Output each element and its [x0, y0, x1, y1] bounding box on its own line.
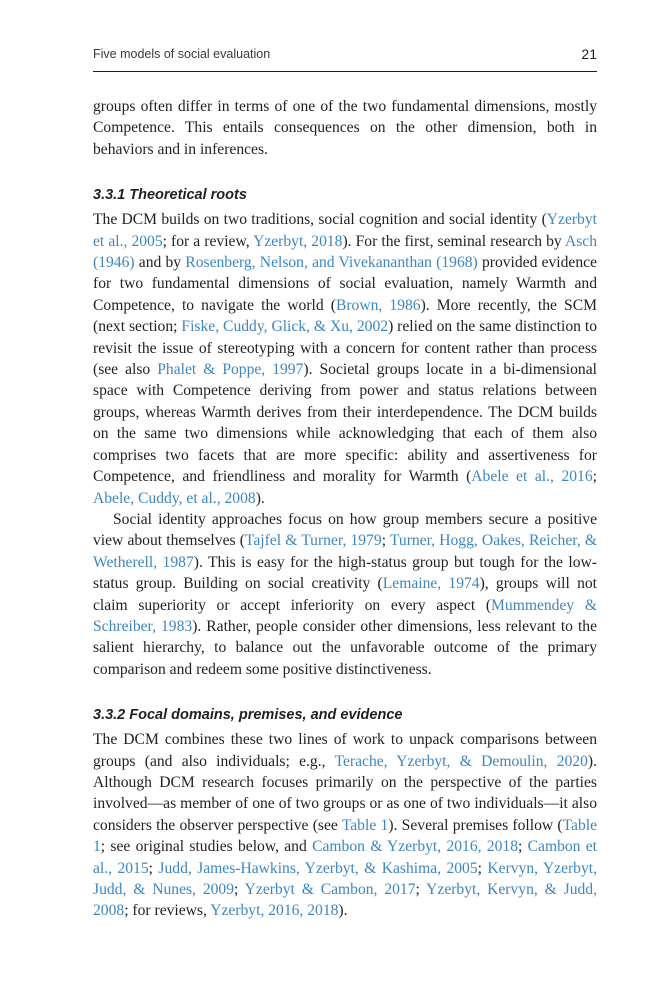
citation-link[interactable]: Rosenberg, Nelson, and Vivekananthan (1968): [185, 254, 478, 272]
paragraph-text: ;: [381, 532, 390, 550]
paragraph-text: ;: [477, 859, 488, 877]
paragraph-text: The DCM combines these two lines of work to unpack comparisons between groups (and also individuals; e.g.,: [93, 731, 597, 770]
running-head: [93, 47, 597, 67]
section-heading-theoretical-roots: 3.3.1 Theoretical roots: [93, 187, 247, 204]
citation-link[interactable]: Abele, Cuddy, et al., 2008: [93, 489, 256, 507]
citation-link[interactable]: Yzerbyt, 2016, 2018: [210, 902, 339, 920]
paragraph-focal-domains-1: [93, 729, 597, 922]
citation-link[interactable]: Yzerbyt, 2018: [253, 232, 343, 250]
paragraph-text: groups often differ in terms of one of the two fundamental dimensions, mostly Competence. This entails consequences on the other dimension, both in behaviors and in inferences.: [93, 98, 597, 158]
paragraph-theoretical-roots-2: [93, 509, 597, 680]
citation-link[interactable]: Asch (1946): [93, 232, 597, 272]
citation-link[interactable]: Fiske, Cuddy, Glick, & Xu, 2002: [181, 318, 389, 336]
paragraph-text: ). Several premises follow (: [388, 816, 563, 834]
citation-link[interactable]: Yzerbyt, Kervyn, & Judd, 2008: [93, 881, 598, 920]
citation-link[interactable]: Judd, James-Hawkins, Yzerbyt, & Kashima, 2005: [158, 859, 478, 877]
header-rule: [93, 71, 597, 72]
citation-link[interactable]: Terache, Yzerbyt, & Demoulin, 2020: [334, 752, 588, 770]
citation-link[interactable]: Mummendey & Schreiber, 1983: [93, 596, 597, 635]
citation-link[interactable]: Table 1: [93, 816, 598, 856]
paragraph-text: ). Societal groups locate in a bi-dimensional space with Competence deriving from power and status relations between groups, whereas Warmth derives from their interdependence. The DCM builds on the same two dimensions while acknowledging that each of them also comprises two facets that are more specific: ability and assertiveness for Competence, and friendliness and morality for Warmth (: [93, 361, 597, 486]
paragraph-text: Social identity approaches focus on how group members secure a positive view about themselves (: [93, 510, 597, 550]
section-heading-focal-domains: 3.3.2 Focal domains, premises, and evidence: [93, 707, 403, 724]
paragraph-text: ).: [255, 489, 265, 507]
paragraph-text: ), groups will not claim superiority or accept inferiority on every aspect (: [93, 575, 597, 614]
running-title: Five models of social evaluation: [93, 47, 271, 61]
citation-link[interactable]: Table 1: [341, 816, 389, 834]
paragraph-text: ).: [338, 902, 348, 920]
paragraph-text: ; for reviews,: [124, 902, 211, 920]
paragraph-text: and by: [134, 254, 186, 272]
citation-link[interactable]: Phalet & Poppe, 1997: [157, 361, 304, 379]
paragraph-text: ; see original studies below, and: [100, 838, 313, 856]
citation-link[interactable]: Brown, 1986: [335, 296, 421, 314]
citation-link[interactable]: Cambon & Yzerbyt, 2016, 2018: [312, 838, 518, 856]
paragraph-text: ; for a review,: [162, 232, 254, 250]
paragraph-text: ;: [415, 881, 427, 898]
paragraph-text: ) relied on the same distinction to revisit the issue of stereotyping with a concern for content rather than process (see also: [93, 318, 597, 379]
paragraph-text: ;: [518, 838, 528, 856]
paragraph-text: The DCM builds on two traditions, social cognition and social identity (: [93, 211, 547, 229]
paragraph-text: ;: [148, 859, 159, 877]
paragraph-text: ;: [592, 468, 597, 486]
citation-link[interactable]: Yzerbyt & Cambon, 2017: [244, 881, 416, 898]
citation-link[interactable]: Turner, Hogg, Oakes, Reicher, & Wetherell, 1987: [93, 532, 597, 571]
citation-link[interactable]: Tajfel & Turner, 1979: [244, 532, 382, 550]
citation-link[interactable]: Yzerbyt et al., 2005: [93, 211, 597, 250]
citation-link[interactable]: Abele et al., 2016: [471, 468, 593, 486]
paragraph-theoretical-roots-1: [93, 209, 597, 509]
paragraph-text: ). Rather, people consider other dimensions, less relevant to the salient hierarchy, to balance out the unfavorable outcome of the primary comparison and redeem some positive distinctiveness.: [93, 617, 597, 678]
body-text: [93, 96, 597, 922]
citation-link[interactable]: Cambon et al., 2015: [93, 838, 598, 877]
intro-paragraph: [93, 96, 597, 160]
citation-link[interactable]: Kervyn, Yzerbyt, Judd, & Nunes, 2009: [93, 859, 598, 898]
paragraph-text: ;: [234, 881, 245, 898]
paragraph-text: ). Although DCM research focuses primarily on the perspective of the parties involved—as member of one of two groups or as one of two individuals—it also considers the observer perspective (see: [93, 752, 597, 834]
citation-link[interactable]: Lemaine, 1974: [382, 575, 480, 593]
page-number: 21: [581, 46, 597, 62]
paragraph-text: ). This is easy for the high-status group but tough for the low-status group. Building on social creativity (: [93, 553, 597, 593]
paragraph-text: ). For the first, seminal research by: [342, 232, 565, 250]
paragraph-text: ). More recently, the SCM (next section;: [93, 296, 597, 336]
paragraph-text: provided evidence for two fundamental dimensions of social evaluation, namely Warmth and Competence, to navigate the world (: [93, 254, 597, 314]
